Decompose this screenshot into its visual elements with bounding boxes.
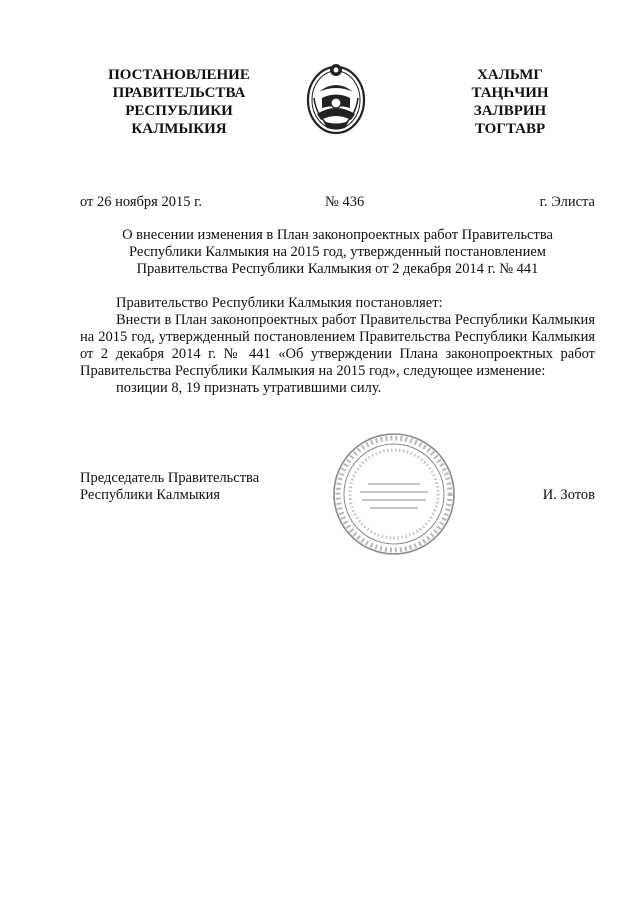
- kalmykia-emblem-icon: [305, 58, 367, 136]
- title-line: О внесении изменения в План законопроектных работ Правительства: [122, 227, 553, 243]
- official-seal-stamp-icon: [330, 430, 458, 558]
- signatory-name: И. Зотов: [542, 487, 595, 503]
- document-title: [80, 227, 595, 278]
- header-right-line: ТОГТАВР: [474, 121, 546, 137]
- header-right-line: ТАҢҺЧИН: [471, 85, 549, 101]
- body-main-paragraph: Внести в План законопроектных работ Правительства Республики Калмыкия на 2015 год, утвержденный постановлением Правительства Республики Калмыкия от 2 декабря 2014 г. № 441 «Об утверждении Плана законопроектных работ Правительства Республики Калмыкия на 2015 год», следующее изменение:: [80, 312, 595, 379]
- header-left-line: КАЛМЫКИЯ: [131, 121, 227, 137]
- header-left-russian: [92, 66, 266, 138]
- document-number: № 436: [325, 194, 365, 210]
- body-item: позиции 8, 19 признать утратившими силу.: [116, 380, 382, 396]
- header-right-line: ЗАЛВРИН: [473, 103, 547, 119]
- document-date: от 26 ноября 2015 г.: [80, 194, 203, 210]
- signatory-position-line: Председатель Правительства: [80, 470, 260, 486]
- header-right-line: ХАЛЬМГ: [477, 67, 543, 83]
- header-left-line: ПОСТАНОВЛЕНИЕ: [108, 67, 250, 83]
- header-right-kalmyk: [446, 66, 574, 138]
- header-left-line: РЕСПУБЛИКИ: [125, 103, 233, 119]
- document-body: [80, 295, 595, 397]
- header-left-line: ПРАВИТЕЛЬСТВА: [112, 85, 246, 101]
- title-line: Республики Калмыкия на 2015 год, утвержденный постановлением: [129, 244, 546, 260]
- body-intro: Правительство Республики Калмыкия постановляет:: [116, 295, 443, 311]
- title-line: Правительства Республики Калмыкия от 2 декабря 2014 г. № 441: [136, 261, 539, 277]
- signatory-position: [80, 470, 259, 504]
- document-meta-row: [80, 193, 595, 211]
- signatory-position-line: Республики Калмыкия: [80, 487, 221, 503]
- document-city: г. Элиста: [539, 194, 595, 210]
